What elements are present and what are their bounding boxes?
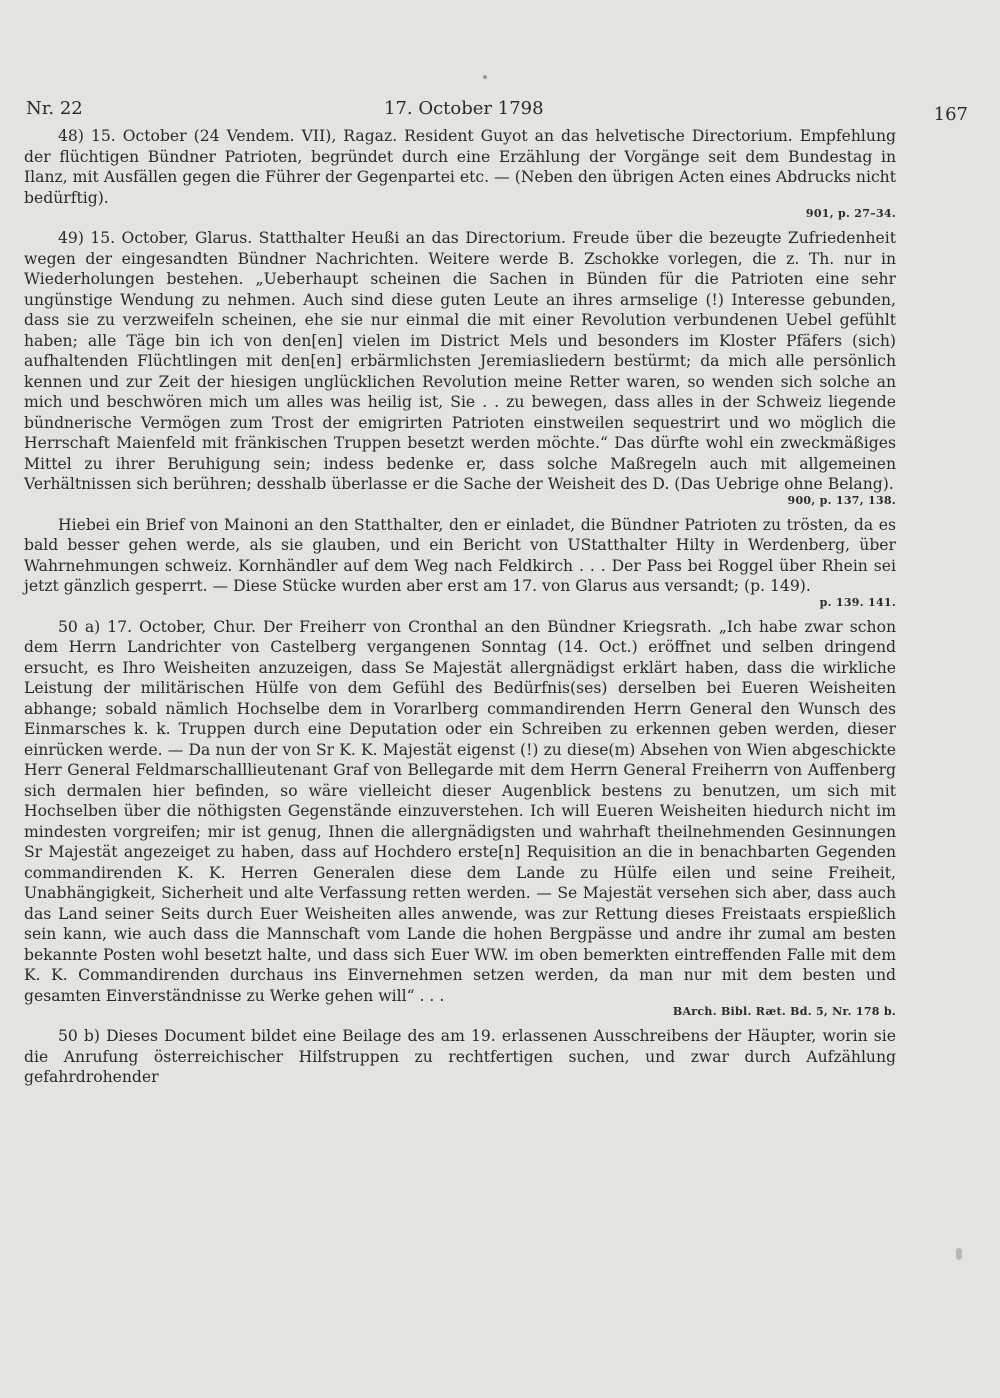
ink-mark — [956, 1248, 962, 1260]
document-number: Nr. 22 — [26, 98, 83, 119]
entry-source: p. 139. 141. — [819, 595, 896, 609]
page-number: 167 — [933, 104, 968, 125]
entry-text: 50 b) Dieses Document bildet eine Beilage des am 19. erlassenen Ausschreibens der Häupter, worin sie die Anrufung österreichischer Hilfstruppen zu rechtfertigen suchen, und zwar durch Aufzählung gefahrdrohender — [24, 1027, 896, 1086]
page-body — [24, 126, 896, 1094]
entry-48 — [24, 126, 896, 222]
ink-speck — [483, 75, 487, 79]
entry-50b — [24, 1026, 896, 1088]
entry-49 — [24, 228, 896, 509]
entry-source: 900, p. 137, 138. — [787, 493, 896, 507]
entry-text: Hiebei ein Brief von Mainoni an den Statthalter, den er einladet, die Bündner Patrioten zu trösten, da es bald besser gehen werde, als sie glauben, und ein Bericht von UStatthalter Hilty in Werdenberg, über Wahrnehmungen schweiz. Kornhändler auf dem Weg nach Feldkirch . . . Der Pass bei Roggel über Rhein sei jetzt gänzlich gesperrt. — Diese Stücke wurden aber erst am 17. von Glarus aus versandt; (p. 149). — [24, 515, 896, 595]
entry-text: 50 a) 17. October, Chur. Der Freiherr von Cronthal an den Bündner Kriegsrath. „Ich habe zwar schon dem Herrn Landrichter von Castelberg vergangenen Sonntag (14. Oct.) eröffnet und selben dringend ersucht, es Ihro Weisheiten anzuzeigen, dass Se Majestät allergnädigst erklärt haben, dass die wirkliche Leistung der militärischen Hülfe von dem Gefühl des Bedürfnis(ses) derselben bei Eueren Weisheiten abhange; sobald nämlich Hochselbe dem in Vorarlberg commandirenden Herrn General den Wunsch des Einmarsches k. k. Truppen durch eine Deputation oder ein Schreiben zu erkennen geben werden, dieser einrücken werde. — Da nun der von Sr K. K. Majestät eigenst (!) zu diese(m) Absehen von Wien abgeschickte Herr General Feldmarschalllieutenant Graf von Bellegarde mit dem Herrn General Freiherrn von Auffenberg sich dermalen hier befinden, so wäre vielleicht dieser Augenblick bestens zu benutzen, um sich mit Hochselben über die nöthigsten Gegenstände einzuverstehen. Ich will Eueren Weisheiten hiedurch nicht im mindesten vorgreifen; mir ist genug, Ihnen die allergnädigsten und wahrhaft theilnehmenden Gesinnungen Sr Majestät angezeiget zu haben, dass auf Hochdero erste[n] Requisition an die in benachbarten Gegenden commandirenden K. K. Herren Generalen diese dem Lande zu Hülfe eilen und seine Freiheit, Unabhängigkeit, Sicherheit und alte Verfassung retten werden. — Se Majestät versehen sich aber, dass auch das Land seiner Seits durch Euer Weisheiten alles anwende, was zur Rettung dieses Freistaats erspießlich sein kann, wie auch dass die Mannschaft vom Lande die hohen Bergpässe und andre ihr zumal am besten bekannte Posten wohl besetzt halte, und dass sich Euer WW. im oben bemerkten eintreffenden Falle mit dem K. K. Commandirenden durchaus ins Einvernehmen setzen werden, da man nur mit dem besten und gesamten Einverständnisse zu Werke gehen will“ . . . — [24, 617, 896, 1005]
entry-50a — [24, 617, 896, 1021]
entry-49-enclosure — [24, 515, 896, 611]
entry-text: 49) 15. October, Glarus. Statthalter Heußi an das Directorium. Freude über die bezeugte Zufriedenheit wegen der eingesandten Bündner Nachrichten. Weitere werde B. Zschokke vorlegen, die z. Th. nur in Wiederholungen bestehen. „Ueberhaupt scheinen die Sachen in Bünden für die Patrioten eine sehr ungünstige Wendung zu nehmen. Auch sind diese guten Leute an ihres armselige (!) Interesse gebunden, dass sie zu verzweifeln scheinen, ehe sie nur einmal die mit einer Revolution verbundenen Uebel gefühlt haben; alle Täge bin ich von den[en] vielen im District Mels und besonders im Kloster Pfäfers (sich) aufhaltenden Flüchtlingen mit den[en] erbärmlichsten Jeremiasliedern bestürmt; da mich alle persönlich kennen und zur Zeit der hiesigen unglücklichen Revolution meine Retter waren, so wenden sich solche an mich und beschwören mich um alles was heilig ist, Sie . . zu bewegen, dass alles in der Schweiz liegende bündnerische Vermögen zum Trost der emigrirten Patrioten einstweilen sequestrirt und wo möglich die Herrschaft Maienfeld mit fränkischen Truppen besetzt werden möchte.“ Das dürfte wohl ein zweckmäßiges Mittel zu ihrer Beruhigung sein; indess bedenke er, dass solche Maßregeln auch mit allgemeinen Verhältnissen sich berühren; desshalb überlasse er die Sache der Weisheit des D. (Das Uebrige ohne Belang). — [24, 229, 896, 493]
entry-text: 48) 15. October (24 Vendem. VII), Ragaz. Resident Guyot an das helvetische Directorium. Empfehlung der flüchtigen Bündner Patrioten, begründet durch eine Erzählung der Vorgänge seit dem Bundestag in Ilanz, mit Ausfällen gegen die Führer der Gegenpartei etc. — (Neben den übrigen Acten eines Abdrucks nicht bedürftig). — [24, 127, 896, 207]
page-header — [26, 98, 968, 125]
header-date: 17. October 1798 — [384, 98, 544, 119]
entry-source: 901, p. 27–34. — [805, 207, 896, 220]
entry-source: BArch. Bibl. Ræt. Bd. 5, Nr. 178 b. — [672, 1005, 896, 1018]
